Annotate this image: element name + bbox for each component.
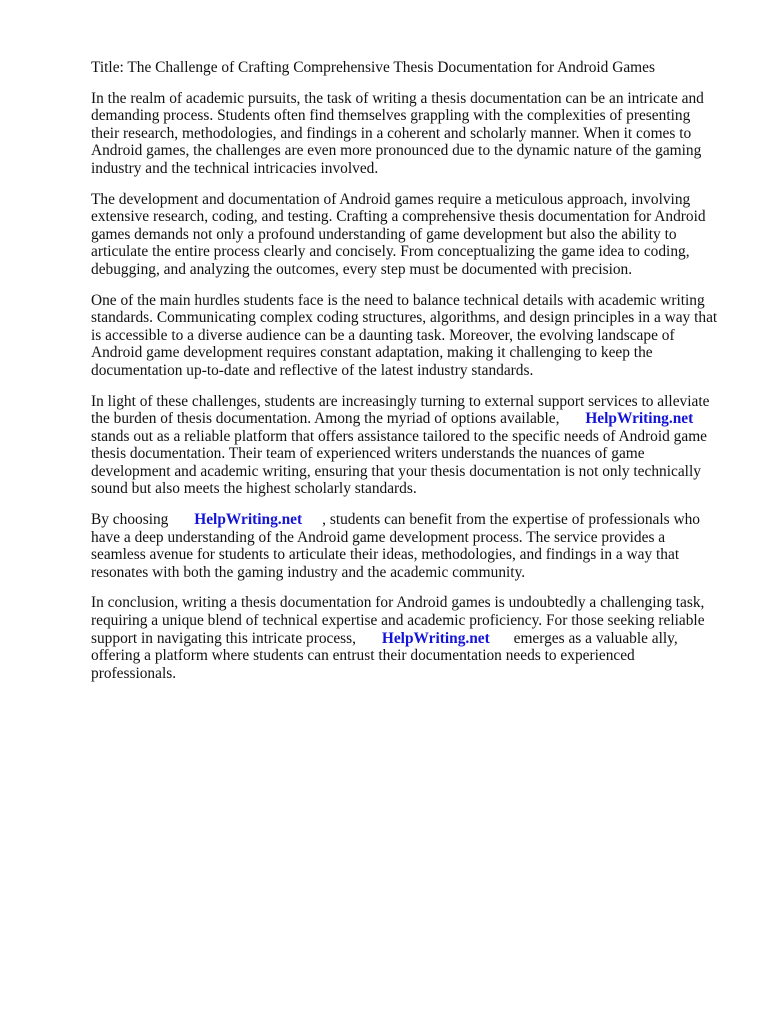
- paragraph-support: [91, 393, 721, 499]
- paragraph-choosing: [91, 511, 721, 581]
- paragraph-development: The development and documentation of Android games require a meticulous approach, involving extensive research, coding, and testing. Crafting a comprehensive thesis documentation for Android games demands not only a profound understanding of game development but also the ability to articulate the entire process clearly and concisely. From conceptualizing the game idea to coding, debugging, and analyzing the outcomes, every step must be documented with precision.: [91, 190, 706, 278]
- document-title: Title: The Challenge of Crafting Comprehensive Thesis Documentation for Android Games: [91, 59, 655, 76]
- helpwriting-link[interactable]: HelpWriting.net: [585, 410, 694, 428]
- paragraph-conclusion: [91, 594, 721, 682]
- document-body: [91, 59, 721, 695]
- paragraph-support-text-before: In light of these challenges, students are increasingly turning to external support services to alleviate the burden of thesis documentation. Among the myriad of options available,: [91, 392, 710, 428]
- paragraph-choosing-text-before: By choosing: [91, 511, 169, 529]
- paragraph-choosing-text-after: , students can benefit from the expertise of professionals who have a deep understanding of the Android game development process. The service provides a seamless avenue for students to articulate their ideas, methodologies, and findings in a way that resonates with both the gaming industry and the academic community.: [91, 511, 700, 581]
- helpwriting-link[interactable]: HelpWriting.net: [194, 511, 303, 529]
- helpwriting-link[interactable]: HelpWriting.net: [381, 629, 490, 647]
- paragraph-hurdles: One of the main hurdles students face is the need to balance technical details with academic writing standards. Communicating complex coding structures, algorithms, and design principles in a way that is accessible to a diverse audience can be a daunting task. Moreover, the evolving landscape of Android game development requires constant adaptation, making it challenging to keep the documentation up-to-date and reflective of the latest industry standards.: [91, 291, 718, 379]
- paragraph-support-text-after: stands out as a reliable platform that offers assistance tailored to the specific needs of Android game thesis documentation. Their team of experienced writers understands the nuances of game development and academic writing, ensuring that your thesis documentation is not only technically sound but also meets the highest scholarly standards.: [91, 427, 708, 498]
- paragraph-conclusion-text-before: In conclusion, writing a thesis documentation for Android games is undoubtedly a challenging task, requiring a unique blend of technical expertise and academic proficiency. For those seeking reliable support in navigating this intricate process,: [91, 594, 705, 647]
- paragraph-conclusion-text-after: emerges as a valuable ally, offering a platform where students can entrust their documentation needs to experienced professionals.: [91, 629, 678, 682]
- paragraph-intro: In the realm of academic pursuits, the task of writing a thesis documentation can be an intricate and demanding process. Students often find themselves grappling with the complexities of presenting their research, methodologies, and findings in a coherent and scholarly manner. When it comes to Android games, the challenges are even more pronounced due to the dynamic nature of the gaming industry and the technical intricacies involved.: [91, 89, 704, 177]
